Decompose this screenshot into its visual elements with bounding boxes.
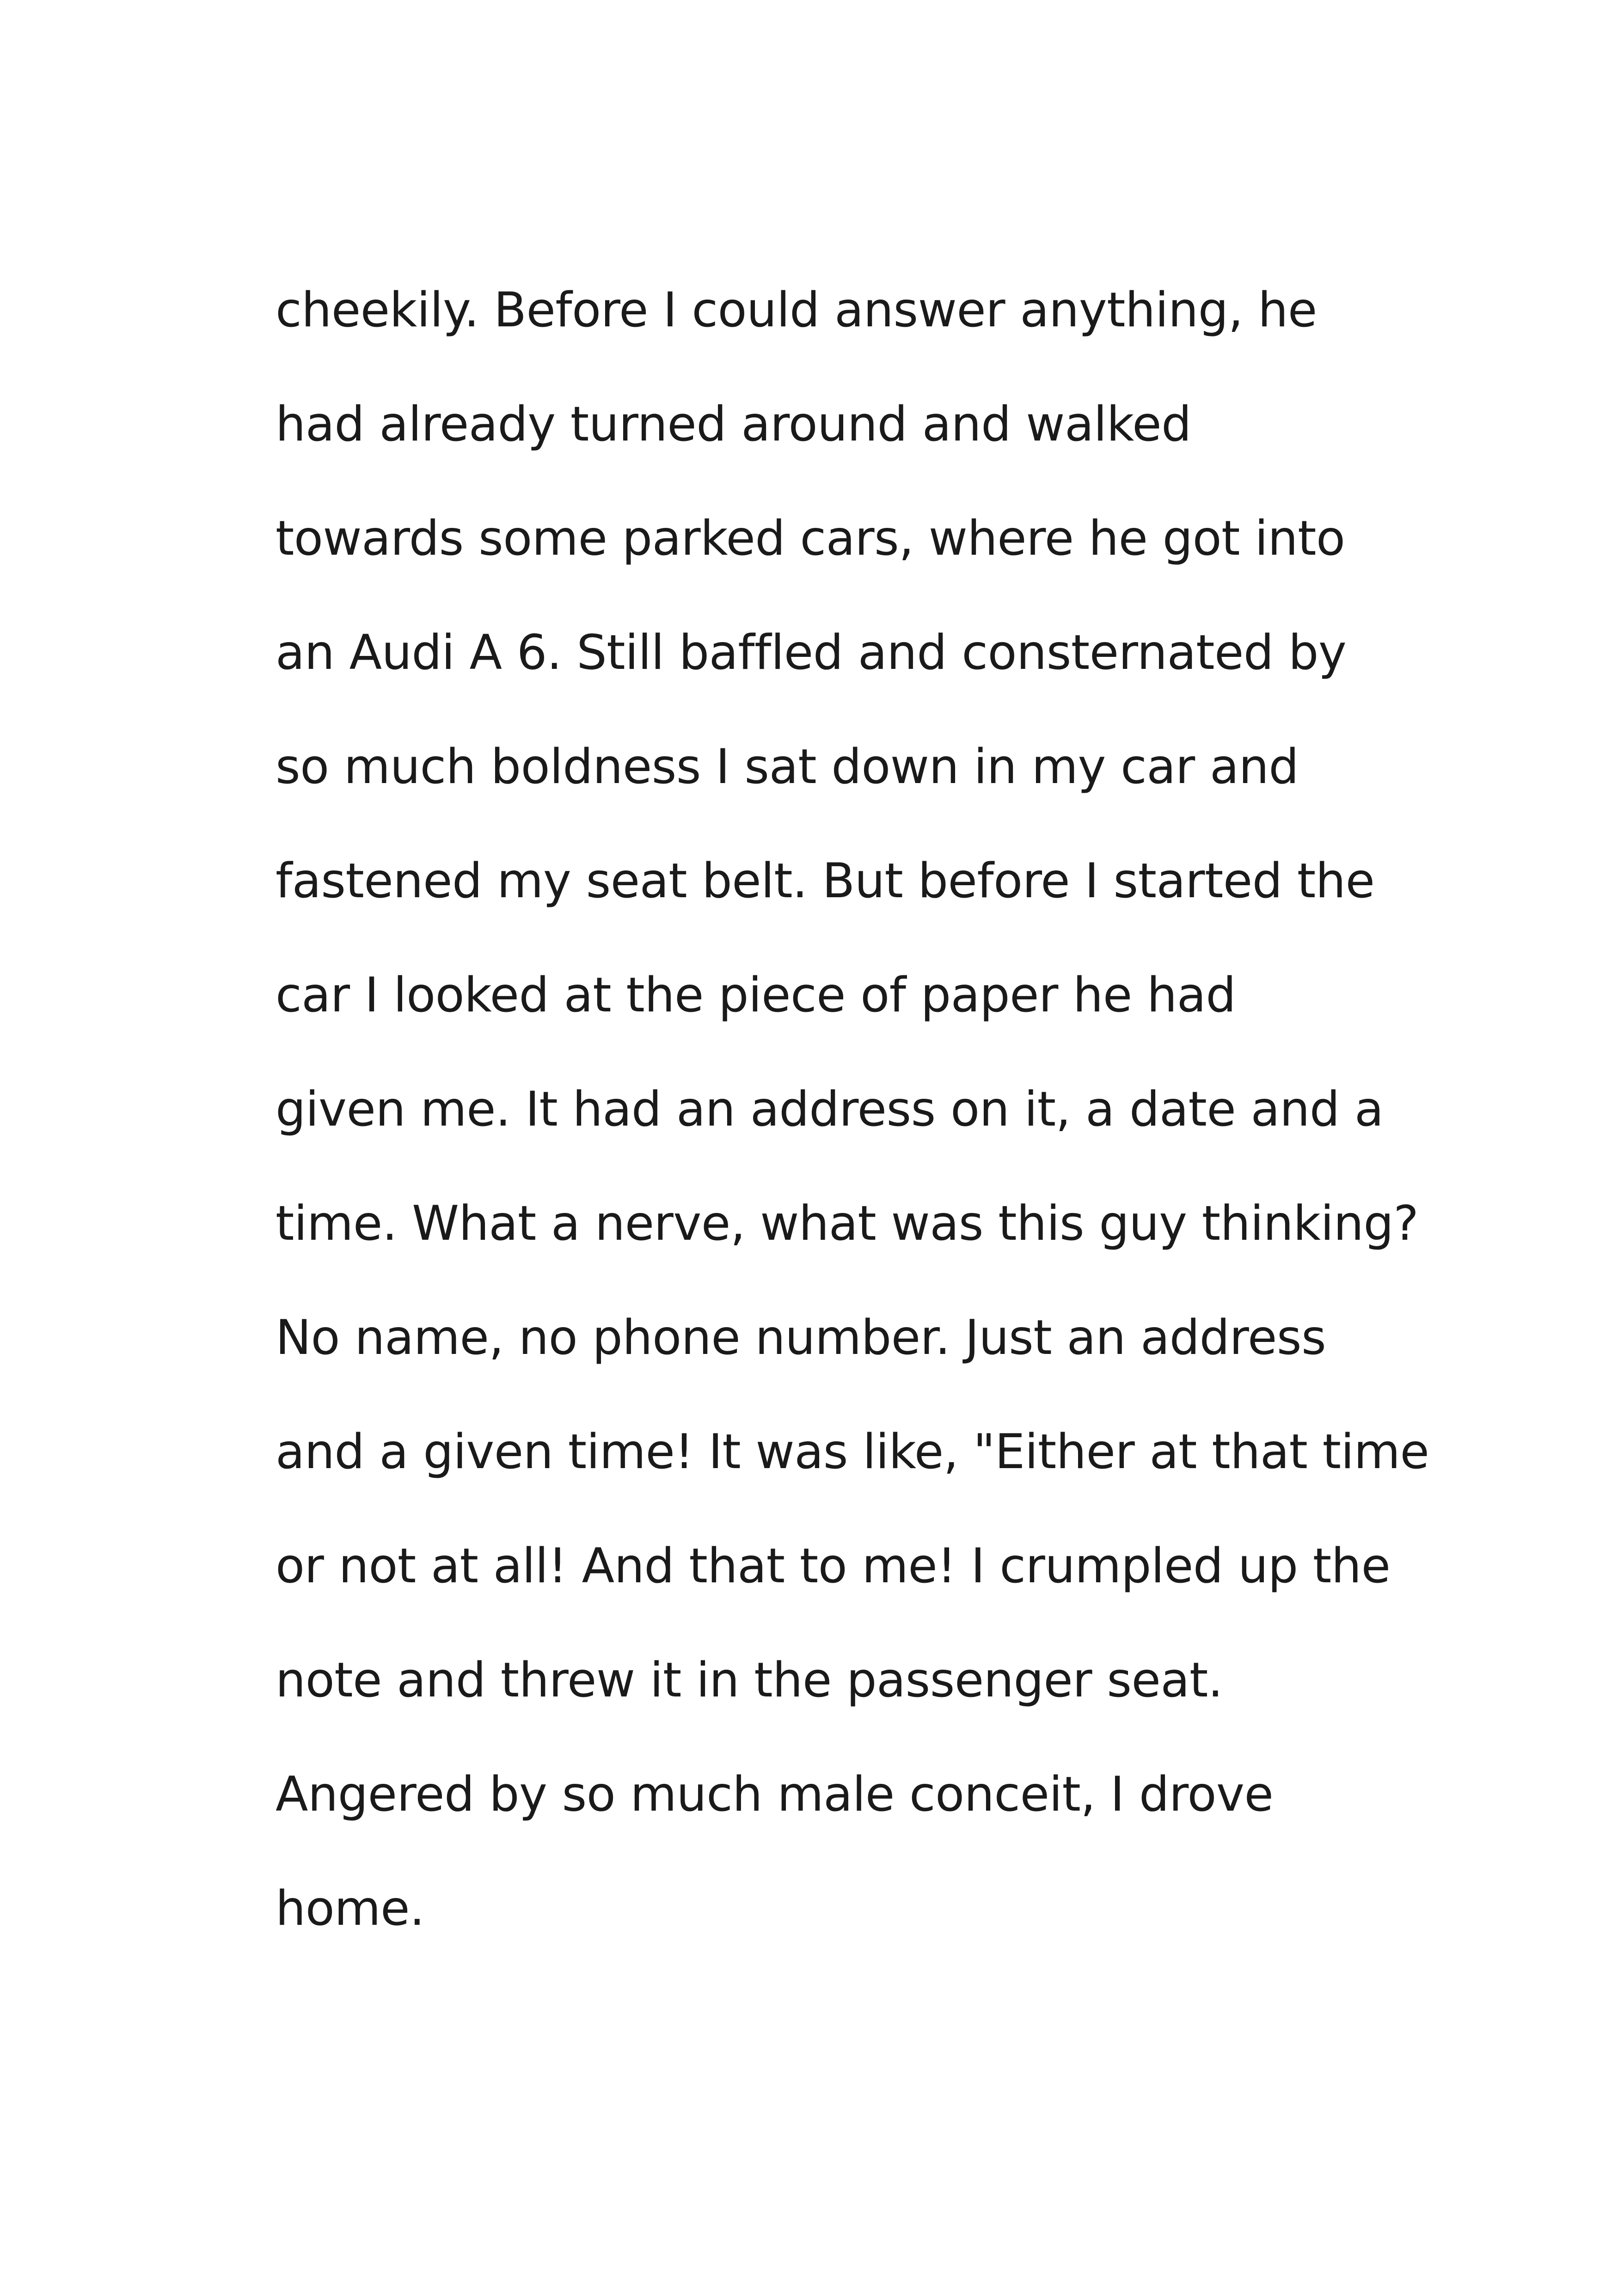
text-line: Angered by so much male conceit, I drove — [276, 1767, 1274, 1822]
text-line: or not at all! And that to me! I crumpled up the — [276, 1538, 1391, 1594]
text-line: an Audi A 6. Still baffled and consternated by — [276, 625, 1347, 680]
text-line: so much boldness I sat down in my car and — [276, 739, 1299, 795]
text-line: home. — [276, 1881, 425, 1936]
text-line: and a given time! It was like, "Either at that time — [276, 1424, 1429, 1480]
text-line: note and threw it in the passenger seat. — [276, 1653, 1223, 1708]
text-line: time. What a nerve, what was this guy thinking? — [276, 1196, 1419, 1251]
text-line: had already turned around and walked — [276, 397, 1191, 452]
text-line: given me. It had an address on it, a date and a — [276, 1082, 1384, 1137]
text-line: car I looked at the piece of paper he had — [276, 967, 1236, 1023]
text-line: towards some parked cars, where he got into — [276, 511, 1345, 566]
body-text — [276, 276, 1429, 1988]
text-line: fastened my seat belt. But before I started the — [276, 853, 1375, 909]
text-line: cheekily. Before I could answer anything, he — [276, 282, 1317, 338]
text-line: No name, no phone number. Just an address — [276, 1310, 1326, 1365]
